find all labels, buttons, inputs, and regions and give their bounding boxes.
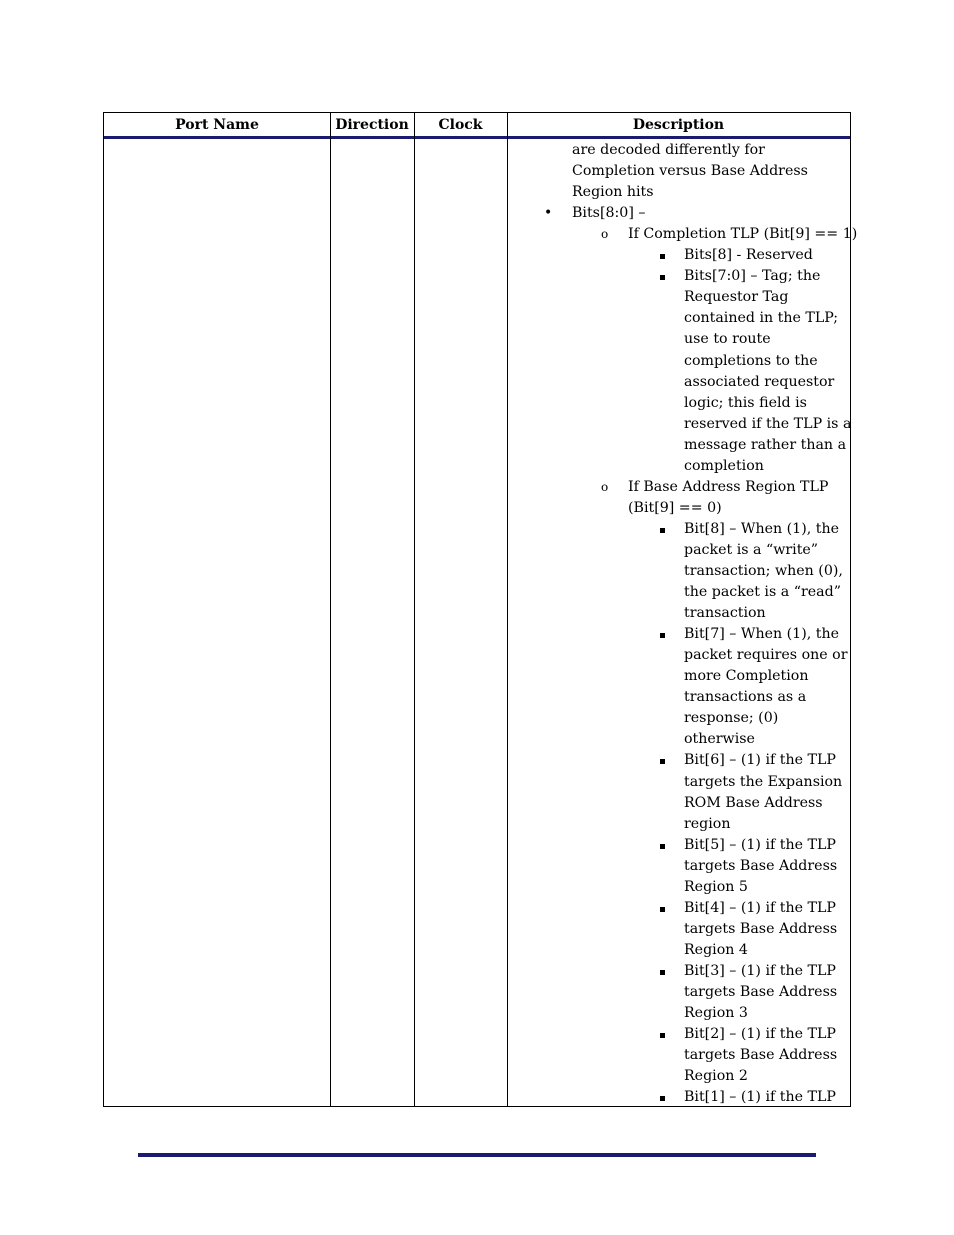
bit-description-line: otherwise [684, 731, 755, 748]
bit-description-line: targets Base Address [684, 984, 838, 1000]
sub-bullet-heading: (Bit[9] == 0) [628, 499, 722, 516]
bit-description-line: Region 4 [684, 941, 748, 958]
header-direction: Direction [335, 117, 409, 133]
bit-description-line: Bit[6] – (1) if the TLP [684, 752, 836, 769]
bit-description-line: targets the Expansion [684, 773, 843, 790]
bit-description-line: ROM Base Address [684, 794, 823, 811]
bit-description-line: reserved if the TLP is a [684, 415, 852, 432]
bit-description-line: use to route [684, 331, 771, 348]
description-text: are decoded differently for [572, 142, 765, 158]
bit-description-line: completion [684, 457, 764, 474]
bit-description-line: Bits[7:0] – Tag; the [684, 268, 821, 285]
bit-description-line: Bit[5] – (1) if the TLP [684, 836, 836, 853]
bit-description-line: associated requestor [684, 373, 835, 390]
column-divider [330, 113, 331, 1106]
bullet-square-icon [660, 898, 665, 919]
sub-bullet-heading: If Completion TLP (Bit[9] == 1) [628, 226, 858, 243]
bit-description-line: Bit[4] – (1) if the TLP [684, 899, 836, 916]
bit-description-line: Bit[8] – When (1), the [684, 520, 839, 537]
bit-description-line: Requestor Tag [684, 289, 789, 306]
bullet-square-icon [660, 835, 665, 856]
bullet-square-icon [660, 245, 665, 266]
bit-description-line: transaction; when (0), [684, 563, 843, 579]
bullet-square-icon [660, 266, 665, 287]
bit-description-line: Region 5 [684, 878, 748, 895]
bullet-square-icon [660, 519, 665, 540]
bit-description-line: Region 3 [684, 1005, 748, 1022]
bit-description-line: response; (0) [684, 710, 779, 727]
bit-description-line: logic; this field is [684, 394, 807, 411]
bullet-square-icon [660, 961, 665, 982]
bit-description-line: Bit[2] – (1) if the TLP [684, 1026, 836, 1043]
footer-rule [138, 1153, 816, 1157]
bit-description-line: targets Base Address [684, 1047, 838, 1064]
bit-description-line: message rather than a [684, 436, 847, 453]
port-description-table [103, 112, 858, 1107]
bit-description-line: transaction [684, 605, 766, 622]
bit-description-line: the packet is a “read” [684, 584, 841, 601]
bit-description-line: targets Base Address [684, 857, 838, 874]
bullet-square-icon [660, 750, 665, 771]
bit-description-line: packet is a “write” [684, 541, 819, 558]
column-divider [507, 113, 508, 1106]
bit-description-line: Bits[8] - Reserved [684, 247, 813, 264]
bit-description-line: Region 2 [684, 1068, 748, 1085]
bit-description-line: completions to the [684, 352, 818, 369]
bullet-circle-icon: o [601, 479, 609, 494]
sub-bullet-heading: If Base Address Region TLP [628, 478, 829, 495]
bit-description-line: Bit[1] – (1) if the TLP [684, 1089, 836, 1106]
bit-description-line: Bit[3] – (1) if the TLP [684, 962, 836, 979]
bit-description-line: transactions as a [684, 689, 807, 706]
bit-description-line: targets Base Address [684, 920, 838, 937]
header-description: Description [632, 117, 725, 133]
bit-description-line: Bit[7] – When (1), the [684, 626, 839, 643]
header-port-name: Port Name [175, 117, 259, 133]
description-text: Region hits [572, 184, 654, 201]
bullet-square-icon [660, 1087, 665, 1108]
bullet-disc-icon: • [544, 205, 553, 222]
description-text: Completion versus Base Address [572, 163, 808, 180]
bit-description-line: more Completion [684, 668, 809, 685]
bit-description-line: region [684, 815, 731, 832]
bullet-item-text: Bits[8:0] – [572, 205, 646, 222]
bit-description-line: contained in the TLP; [684, 310, 839, 327]
bullet-square-icon [660, 624, 665, 645]
column-divider [414, 113, 415, 1106]
header-clock: Clock [438, 117, 483, 133]
bullet-square-icon [660, 1024, 665, 1045]
bullet-circle-icon: o [601, 227, 609, 242]
bit-description-line: packet requires one or [684, 647, 848, 664]
